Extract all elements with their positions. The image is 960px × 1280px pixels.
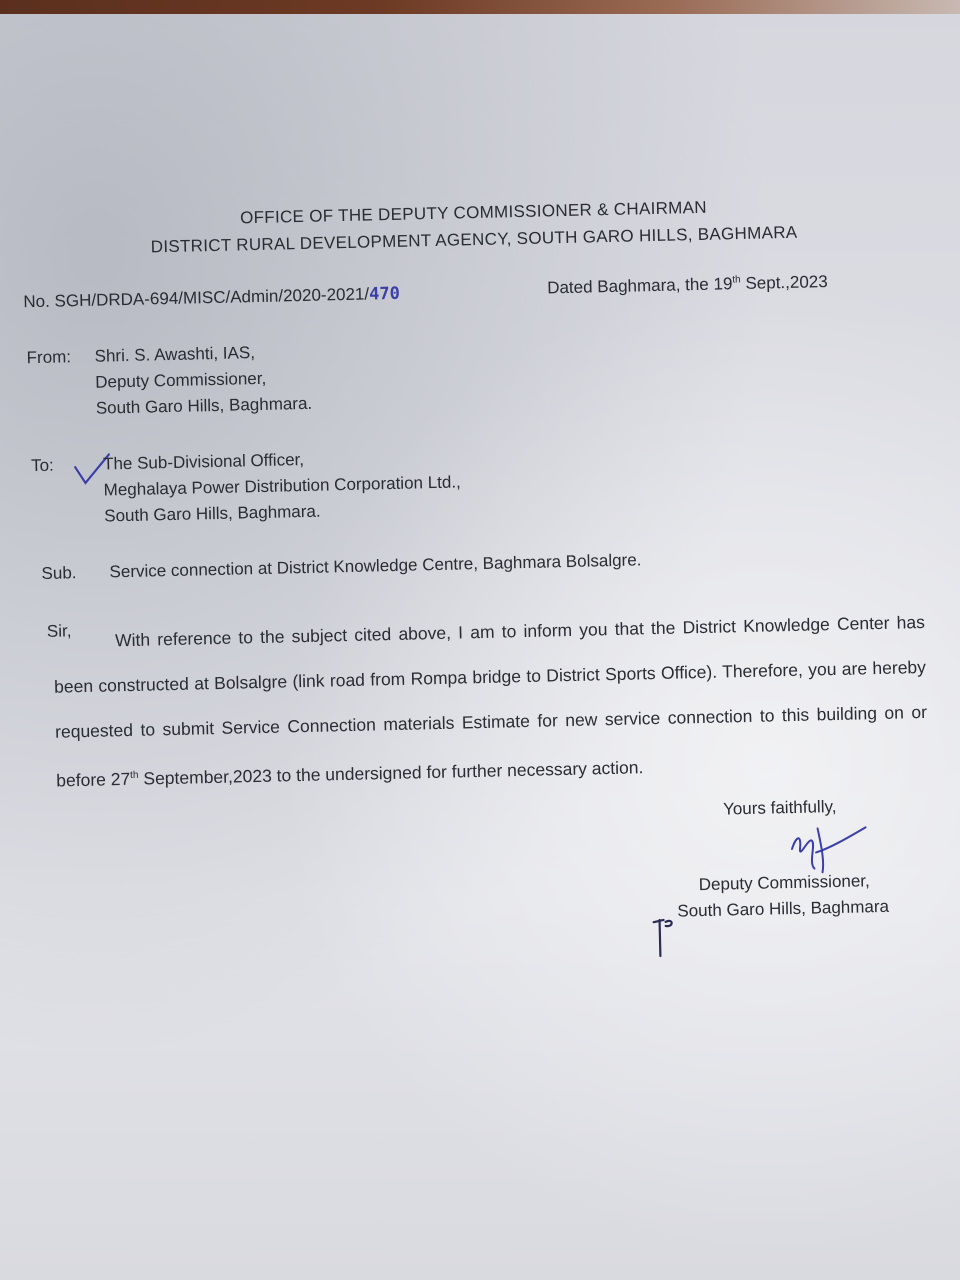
to-line-3: South Garo Hills, Baghmara.: [104, 501, 321, 526]
salutation: Sir,: [46, 621, 72, 641]
to-line-1: The Sub-Divisional Officer,: [102, 449, 305, 474]
to-label: To:: [30, 455, 55, 476]
reference-number-handwritten: 470: [368, 283, 401, 305]
subject-label: Sub.: [41, 563, 77, 583]
body-paragraph: [53, 600, 929, 804]
from-line-1: Shri. S. Awashti, IAS,: [94, 343, 256, 366]
dated-line: [547, 272, 828, 298]
body-text-part-2: September,2023 to the undersigned for further necessary action.: [138, 757, 644, 789]
reference-number: [23, 284, 400, 313]
dated-sup: th: [732, 274, 741, 286]
from-line-3: South Garo Hills, Baghmara.: [95, 393, 313, 418]
header-line-1: OFFICE OF THE DEPUTY COMMISSIONER & CHAIRMAN: [239, 197, 708, 228]
designation: Deputy Commissioner,: [698, 871, 870, 895]
location: South Garo Hills, Baghmara: [677, 896, 890, 921]
initial-mark-icon: [649, 912, 678, 961]
reference-number-text: No. SGH/DRDA-694/MISC/Admin/2020-2021/: [23, 284, 370, 312]
dated-suffix: Sept.,2023: [740, 272, 828, 294]
signature-icon: [777, 817, 878, 879]
to-line-2: Meghalaya Power Distribution Corporation Ltd.,: [103, 472, 461, 500]
dated-prefix: Dated Baghmara, the 19: [546, 274, 733, 298]
subject-text: Service connection at District Knowledge Centre, Baghmara Bolsalgre.: [109, 550, 642, 582]
from-label: From:: [26, 347, 72, 368]
from-line-2: Deputy Commissioner,: [95, 368, 267, 392]
valediction: Yours faithfully,: [722, 796, 837, 819]
body-text-part-1: With reference to the subject cited above, I am to inform you that the District Knowledge Center has been constructed at Bolsalgre (link road from Rompa bridge to District Sports Office). Therefore, you are hereby requested to submit Service Connection materials Estimate for new service connection to this building on or before 27: [53, 611, 928, 791]
header-line-2: DISTRICT RURAL DEVELOPMENT AGENCY, SOUTH GARO HILLS, BAGHMARA: [150, 222, 798, 257]
body-sup: th: [129, 769, 139, 782]
